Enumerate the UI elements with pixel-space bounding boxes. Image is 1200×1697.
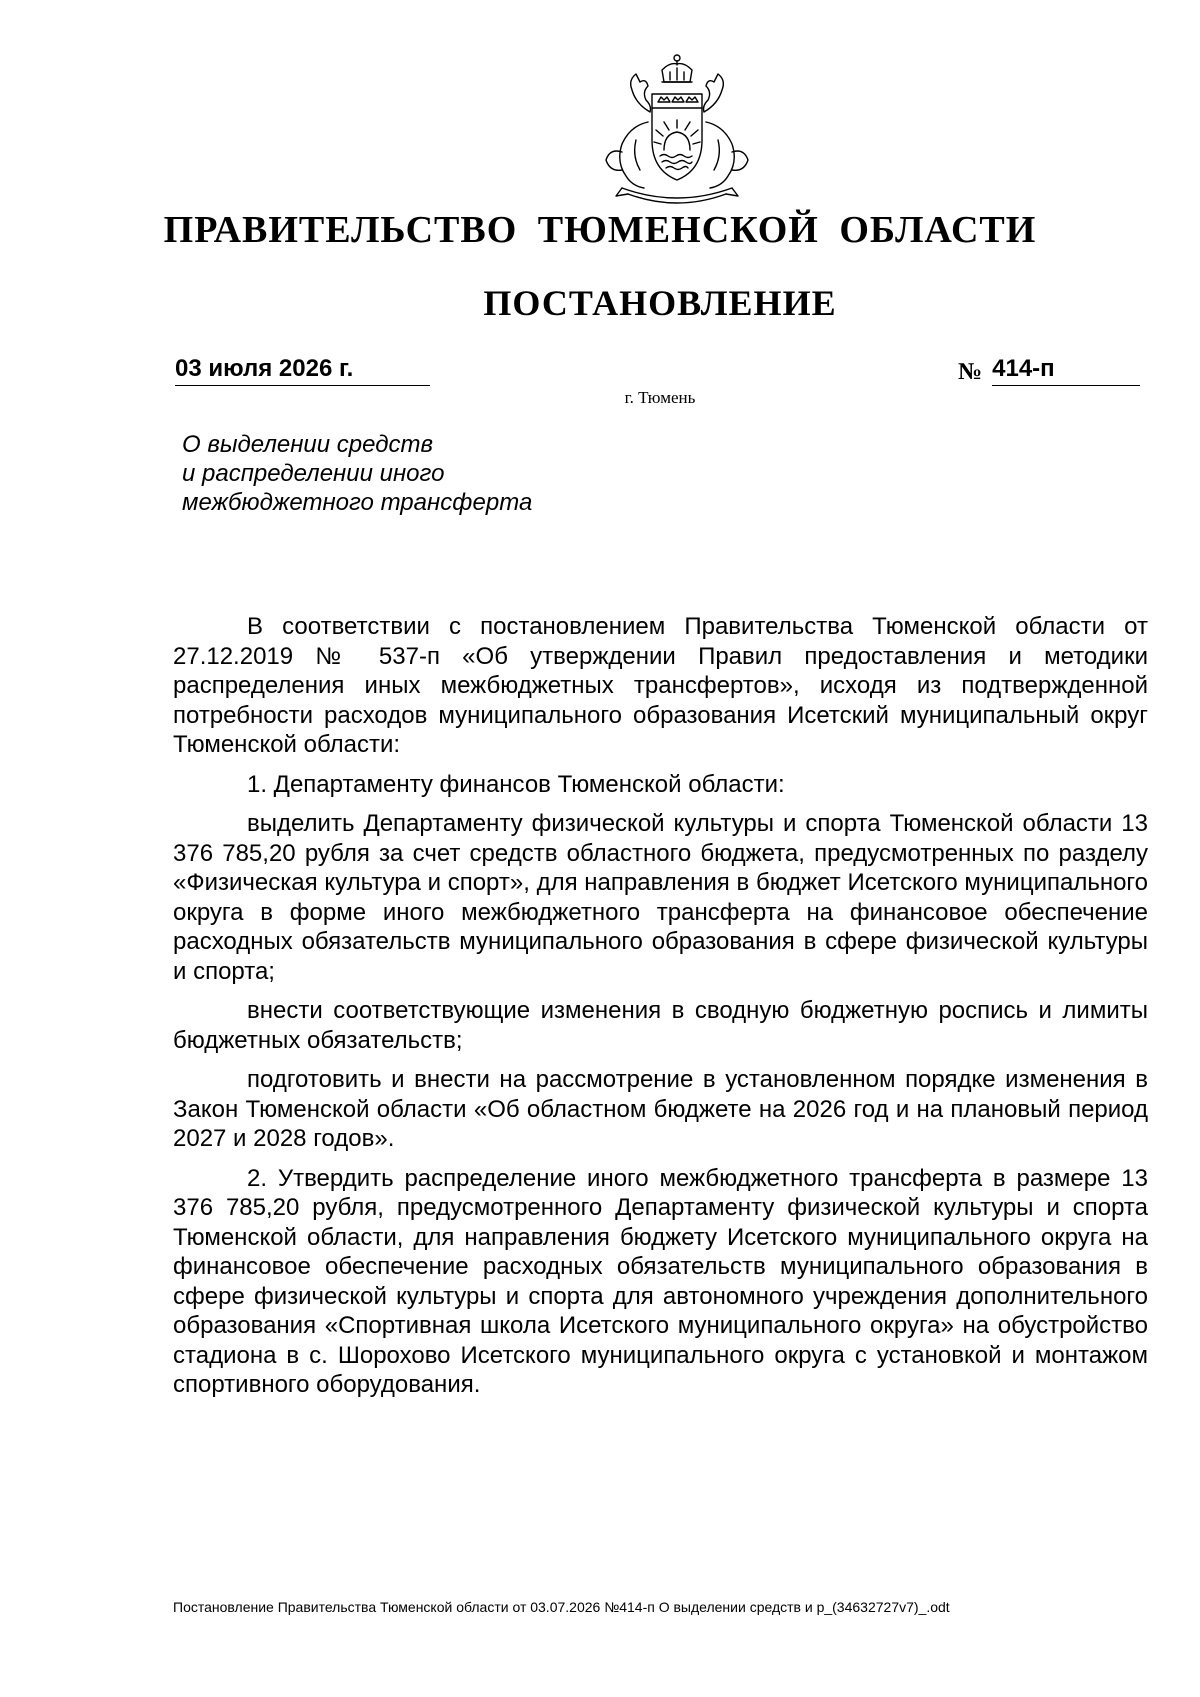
document-type: ПОСТАНОВЛЕНИЕ (483, 283, 837, 323)
document-body (173, 612, 1148, 1410)
subject-line: межбюджетного трансферта (182, 489, 533, 516)
document-number-block (958, 355, 1140, 386)
document-subject (182, 430, 532, 517)
body-paragraph: выделить Департаменту физической культуры и спорта Тюменской области 13 376 785,20 рубля за счет средств областного бюджета, предусмотренных по разделу «Физическая культура и спорт», для направления в бюджет Исетского муниципального округа в форме иного межбюджетного трансферта на финансовое обеспечение расходных обязательств муниципального образования в сфере физической культуры и спорта; (173, 810, 1148, 985)
body-paragraph: подготовить и внести на рассмотрение в установленном порядке изменения в Закон Тюменской области «Об областном бюджете на 2026 год и на плановый период 2027 и 2028 годов». (173, 1066, 1148, 1152)
footer-filename: Постановление Правительства Тюменской области от 03.07.2026 №414-п О выделении средств и р_(34632727v7)_.odt (173, 1599, 950, 1615)
tyumen-coat-of-arms-icon (592, 52, 762, 212)
subject-line: и распределении иного (182, 460, 445, 487)
document-number: 414-п (992, 355, 1140, 386)
organization-title: ПРАВИТЕЛЬСТВО ТЮМЕНСКОЙ ОБЛАСТИ (163, 209, 1037, 251)
body-paragraph: внести соответствующие изменения в сводную бюджетную роспись и лимиты бюджетных обязательств; (173, 997, 1148, 1054)
city: г. Тюмень (624, 388, 696, 407)
subject-line: О выделении средств (182, 431, 434, 458)
number-sign: № (958, 359, 983, 385)
body-paragraph: 1. Департаменту финансов Тюменской области: (247, 770, 785, 798)
document-date: 03 июля 2026 г. (175, 355, 430, 386)
body-paragraph: 2. Утвердить распределение иного межбюджетного трансферта в размере 13 376 785,20 рубля, предусмотренного Департаменту физической культуры и спорта Тюменской области, для направления бюджету Исетского муниципального округа на финансовое обеспечение расходных обязательств муниципального образования в сфере физической культуры и спорта для автономного учреждения дополнительного образования «Спортивная школа Исетского муниципального округа» на обустройство стадиона в с. Шорохово Исетского муниципального округа с установкой и монтажом спортивного оборудования. (173, 1164, 1148, 1398)
body-paragraph: В соответствии с постановлением Правительства Тюменской области от 27.12.2019 № 537-п «Об утверждении Правил предоставления и методики распределения иных межбюджетных трансфертов», исходя из подтвержденной потребности расходов муниципального образования Исетский муниципальный округ Тюменской области: (173, 613, 1148, 758)
